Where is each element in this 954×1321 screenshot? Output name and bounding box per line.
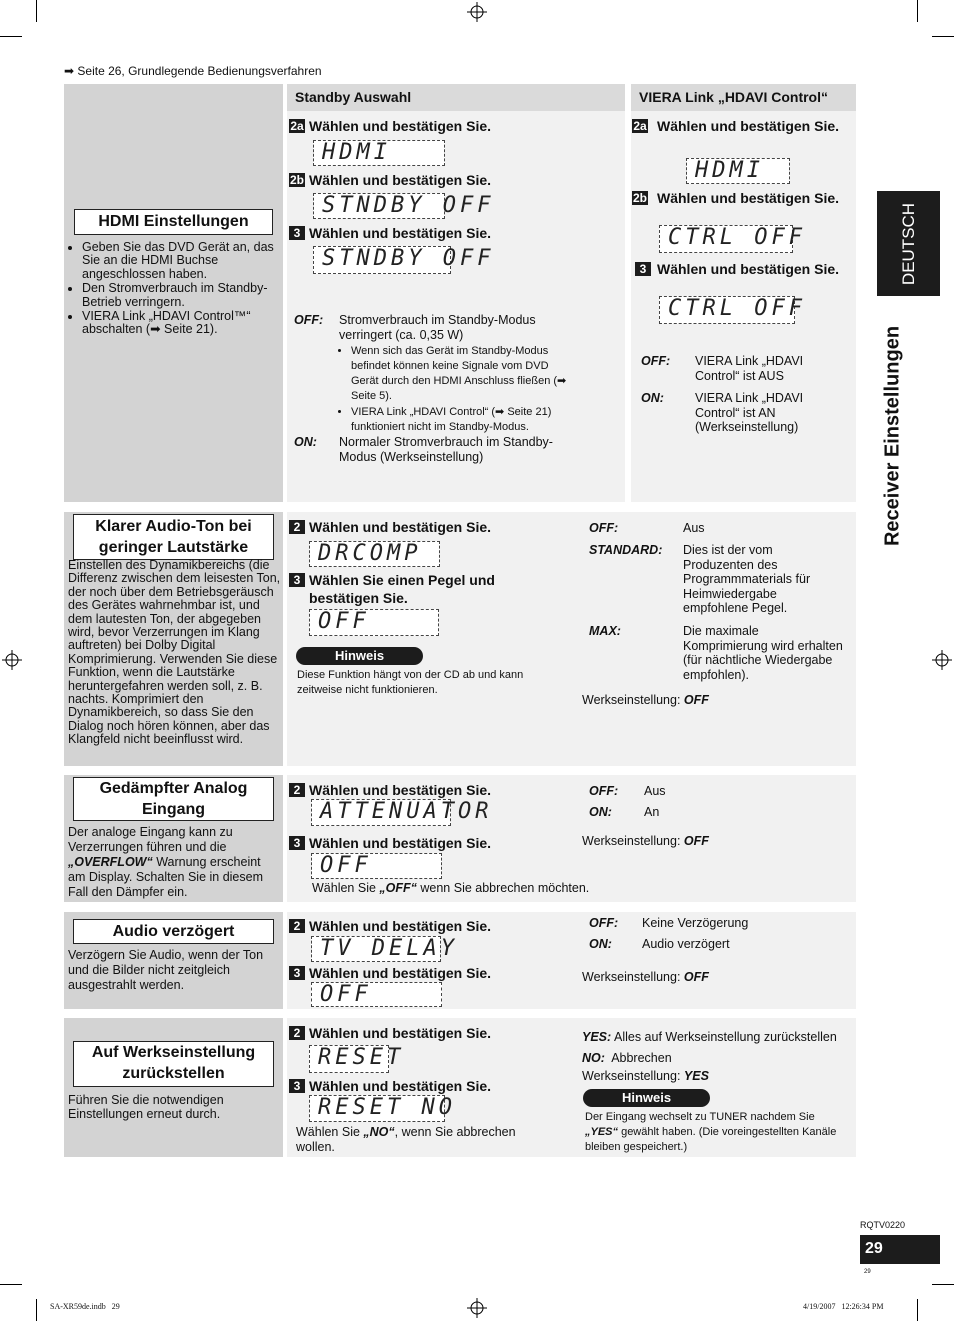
side-title: Receiver Einstellungen xyxy=(881,325,904,547)
viera-on-label: ON: xyxy=(641,391,664,405)
att-off-label: OFF: xyxy=(589,784,619,798)
hdmi-bullet: • VIERA Link „HDAVI Control™“ abschalten (➡ Seite 21). xyxy=(82,310,281,337)
step-text: Wählen und bestätigen Sie. xyxy=(309,225,492,241)
hdmi-bullet: • Geben Sie das DVD Gerät an, das Sie an die HDMI Buchse angeschlossen haben. xyxy=(82,241,281,281)
reset-hinweis-part: Der Eingang wechselt zu TUNER nachdem Sie xyxy=(585,1111,815,1123)
viera-off-text: VIERA Link „HDAVI Control“ ist AUS xyxy=(695,354,804,383)
default-prefix: Werkseinstellung: xyxy=(582,970,681,984)
crop-mark xyxy=(932,1284,954,1285)
reset-sidebar xyxy=(64,1018,283,1157)
att-description xyxy=(68,825,281,900)
lcd-display: DRCOMP xyxy=(309,541,440,567)
language-tab xyxy=(877,191,940,296)
step-text: Wählen und bestätigen Sie. xyxy=(309,835,492,851)
step-badge: 3 xyxy=(635,262,651,276)
att-note xyxy=(312,881,589,896)
hdmi-description xyxy=(68,241,281,338)
drc-opt-label: MAX: xyxy=(589,624,621,638)
hinweis-badge: Hinweis xyxy=(583,1089,710,1107)
reset-hinweis-em: „YES“ xyxy=(585,1126,619,1138)
step-text: Wählen und bestätigen Sie. xyxy=(657,190,840,206)
reset-default xyxy=(582,1069,709,1084)
crop-mark xyxy=(36,0,37,22)
lcd-display: HDMI xyxy=(686,158,790,184)
footer-date: 4/19/2007 12:26:34 PM xyxy=(803,1302,884,1311)
drc-title: Klarer Audio-Ton bei geringer Lautstärke xyxy=(73,514,274,560)
reset-yes xyxy=(582,1030,837,1045)
att-desc-em: „OVERFLOW“ xyxy=(68,855,153,869)
step-badge: 2a xyxy=(290,119,304,133)
standby-off-text: Stromverbrauch im Standby-Modus verringert (ca. 0,35 W) xyxy=(339,313,536,342)
viera-step-2a xyxy=(632,117,842,135)
att-on-label: ON: xyxy=(589,805,612,819)
standby-step-2a xyxy=(289,117,491,135)
registration-mark-icon xyxy=(467,1298,487,1318)
att-on-text: An xyxy=(644,805,660,819)
viera-step-3 xyxy=(632,260,842,278)
registration-mark-icon xyxy=(932,650,952,670)
step-text: Wählen und bestätigen Sie. xyxy=(657,261,840,277)
drc-hinweis-text: Diese Funktion hängt von der CD ab und kann zeitweise nicht funktionieren. xyxy=(297,669,524,696)
default-value: YES xyxy=(683,1069,709,1083)
reset-yes-label: YES: xyxy=(582,1030,612,1044)
page-reference: ➡ Seite 26, Grundlegende Bedienungsverfahren xyxy=(64,64,322,78)
lcd-display: RESET NO xyxy=(309,1095,445,1122)
delay-default xyxy=(582,970,709,985)
viera-off-label: OFF: xyxy=(641,354,671,368)
default-value: OFF xyxy=(683,970,709,984)
standby-off-note: • VIERA Link „HDAVI Control“ (➡ Seite 21) funktioniert nicht im Standby-Modus. xyxy=(351,405,574,435)
standby-off-label: OFF: xyxy=(294,313,324,327)
step-text: Wählen und bestätigen Sie. xyxy=(309,1025,492,1041)
page-number-box xyxy=(860,1235,940,1264)
step-text: Wählen und bestätigen Sie. xyxy=(309,172,492,188)
delay-on-label: ON: xyxy=(589,937,612,951)
att-default xyxy=(582,834,709,849)
reset-no xyxy=(582,1051,672,1066)
step-text: Wählen und bestätigen Sie. xyxy=(309,918,492,934)
step-badge: 2a xyxy=(633,119,647,133)
lcd-display: ATTENUATOR xyxy=(311,799,451,826)
hdmi-bullet: • Den Stromverbrauch im Standby-Betrieb verringern. xyxy=(82,282,281,309)
default-value: OFF xyxy=(683,693,709,707)
drc-description: Einstellen des Dynamikbereichs (die Differenz zwischen dem leisesten Ton, der noch über dem Betriebsgeräusch des Gerätes wahrnehmbar ist, und dem lautesten Ton, der abgegeben wird, bevor Verzerrungen im Klang auftreten) bei Dolby Digital Komprimierung. Verwenden Sie diese Funktion, wenn die Lautstärke heruntergefahren werden soll, z. B. nachts. Komprimiert den Dynamikbereich, so dass Sie den Dialog noch hören können, aber das Klangfeld nicht beeinflusst wird. xyxy=(68,558,281,747)
crop-mark xyxy=(36,1299,37,1321)
step-text: Wählen und bestätigen Sie. xyxy=(309,965,492,981)
crop-mark xyxy=(0,1284,22,1285)
step-text: Wählen und bestätigen Sie. xyxy=(309,782,492,798)
reset-description: Führen Sie die notwendigen Einstellungen erneut durch. xyxy=(68,1093,224,1121)
lcd-display: STNDBY OFF xyxy=(313,246,451,274)
delay-on-text: Audio verzögert xyxy=(642,937,730,951)
viera-panel xyxy=(631,84,856,502)
crop-mark xyxy=(917,0,918,22)
drc-opt-label: OFF: xyxy=(589,521,619,535)
delay-description: Verzögern Sie Audio, wenn der Ton und die Bilder nicht zeitgleich ausgestrahlt werden. xyxy=(68,948,264,992)
step-text: Wählen und bestätigen Sie. xyxy=(309,118,492,134)
drc-opt-label: STANDARD: xyxy=(589,543,663,557)
delay-off-text: Keine Verzögerung xyxy=(642,916,749,930)
registration-mark-icon xyxy=(2,650,22,670)
reset-note xyxy=(296,1125,556,1154)
lcd-display: CTRL OFF xyxy=(659,225,793,253)
language-tab-label: DEUTSCH xyxy=(898,202,918,285)
step-text: Wählen Sie einen Pegel und bestätigen Sie. xyxy=(309,572,495,606)
standby-step-3 xyxy=(289,224,491,242)
att-step-2 xyxy=(289,781,491,799)
crop-mark xyxy=(917,1299,918,1321)
step-badge: 2 xyxy=(289,783,305,797)
viera-step-2b xyxy=(632,189,842,207)
drc-step-2 xyxy=(289,518,491,536)
standby-on-text: Normaler Stromverbrauch im Standby-Modus (Werkseinstellung) xyxy=(339,435,553,464)
drc-opt-text: Dies ist der vom Produzenten des Programmmaterials für Heimwiedergabe empfohlene Pegel. xyxy=(683,543,811,615)
step-badge: 3 xyxy=(289,836,305,850)
drc-default xyxy=(582,693,709,708)
lcd-display: OFF xyxy=(309,609,439,636)
reset-note-part: Wählen Sie xyxy=(296,1125,364,1139)
lcd-display: OFF xyxy=(311,853,442,879)
reset-yes-text: Alles auf Werkseinstellung zurückstellen xyxy=(613,1030,837,1044)
delay-off-label: OFF: xyxy=(589,916,619,930)
delay-step-2 xyxy=(289,917,491,935)
step-text: Wählen und bestätigen Sie. xyxy=(309,1078,492,1094)
delay-title: Audio verzögert xyxy=(73,919,274,944)
standby-on-label: ON: xyxy=(294,435,317,449)
step-text: Wählen und bestätigen Sie. xyxy=(309,519,492,535)
doc-code: RQTV0220 xyxy=(860,1220,906,1230)
crop-mark xyxy=(932,36,954,37)
reset-title: Auf Werkseinstellung zurückstellen xyxy=(73,1041,274,1087)
footer-file: SA-XR59de.indb 29 xyxy=(50,1302,120,1311)
lcd-display: TV DELAY xyxy=(311,936,441,962)
step-badge: 3 xyxy=(289,573,305,587)
lcd-display: STNDBY OFF xyxy=(313,193,445,219)
att-title: Gedämpfter Analog Eingang xyxy=(73,777,274,821)
registration-mark-icon xyxy=(467,2,487,22)
att-note-part: wenn Sie abbrechen möchten. xyxy=(416,881,590,895)
drc-opt-text: Die maximale Komprimierung wird erhalten (für nächtliche Wiedergabe empfohlen). xyxy=(683,624,843,682)
reset-no-text: Abbrechen xyxy=(611,1051,672,1065)
hdmi-title: HDMI Einstellungen xyxy=(74,209,273,235)
page-number-small: 29 xyxy=(864,1269,871,1275)
lcd-display: OFF xyxy=(311,982,442,1007)
reset-no-label: NO: xyxy=(582,1051,605,1065)
default-value: OFF xyxy=(683,834,709,848)
reset-step-2 xyxy=(289,1024,491,1042)
default-prefix: Werkseinstellung: xyxy=(582,834,681,848)
drc-step-3 xyxy=(289,571,529,607)
step-badge: 3 xyxy=(289,1079,305,1093)
lcd-display: CTRL OFF xyxy=(659,296,795,324)
standby-off-note: • Wenn sich das Gerät im Standby-Modus befindet können keine Signale vom DVD Gerät durch den HDMI Anschluss fließen (➡ Seite 5). xyxy=(351,344,574,404)
att-note-em: „OFF“ xyxy=(379,881,417,895)
viera-on-text: VIERA Link „HDAVI Control“ ist AN (Werkseinstellung) xyxy=(695,391,804,434)
lcd-display: RESET xyxy=(309,1045,389,1073)
reset-step-3 xyxy=(289,1077,491,1095)
reset-note-part: , wenn Sie abbrechen wollen. xyxy=(296,1125,516,1154)
step-badge: 2 xyxy=(289,520,305,534)
lcd-display: HDMI xyxy=(313,140,445,166)
standby-step-2b xyxy=(289,171,491,189)
page-number: 29 xyxy=(865,1240,883,1257)
att-note-part: Wählen Sie xyxy=(312,881,380,895)
att-desc-part: Der analoge Eingang kann zu Verzerrungen führen und die xyxy=(68,825,233,854)
att-off-text: Aus xyxy=(644,784,666,798)
crop-mark xyxy=(0,36,22,37)
viera-header: VIERA Link „HDAVI Control“ xyxy=(631,84,856,111)
step-badge: 2b xyxy=(289,173,304,187)
standby-off-notes xyxy=(338,344,574,436)
reset-note-em: „NO“ xyxy=(363,1125,395,1139)
reset-hinweis-part: gewählt haben. (Die voreingestellten Kanäle bleiben gespeichert.) xyxy=(585,1126,837,1153)
default-prefix: Werkseinstellung: xyxy=(582,693,681,707)
att-desc-part: Warnung erscheint am Display. Schalten Sie in diesem Fall den Dämpfer ein. xyxy=(68,855,263,899)
hinweis-badge: Hinweis xyxy=(296,647,423,665)
step-badge: 3 xyxy=(289,226,305,240)
step-badge: 2b xyxy=(632,191,647,205)
step-text: Wählen und bestätigen Sie. xyxy=(657,118,840,134)
att-step-3 xyxy=(289,834,491,852)
step-badge: 3 xyxy=(289,966,305,980)
delay-step-3 xyxy=(289,964,491,982)
drc-opt-text: Aus xyxy=(683,521,705,535)
default-prefix: Werkseinstellung: xyxy=(582,1069,681,1083)
step-badge: 2 xyxy=(289,1026,305,1040)
reset-hinweis-text xyxy=(585,1110,850,1155)
step-badge: 2 xyxy=(289,919,305,933)
standby-header: Standby Auswahl xyxy=(287,84,625,111)
